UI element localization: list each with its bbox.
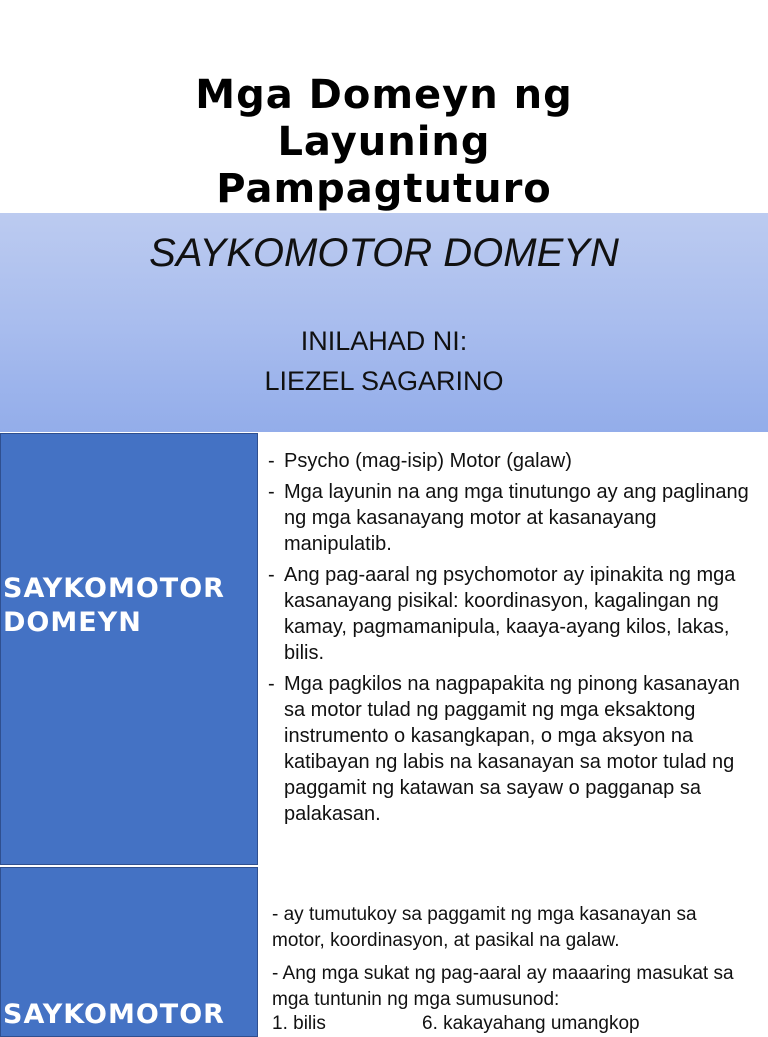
row1-label-line2: DOMEYN (3, 607, 142, 638)
bullet-text: Psycho (mag-isip) Motor (galaw) (284, 450, 572, 472)
measure-item-left: 1. bilis (272, 1013, 326, 1034)
list-item (268, 671, 762, 827)
row1-label (3, 572, 225, 640)
presenter-label: INILAHAD NI: (300, 326, 468, 356)
row2-label: SAYKOMOTOR (3, 999, 225, 1030)
row1-label-cell (0, 433, 258, 865)
title-line-3: Pampagtuturo (216, 166, 552, 212)
row2-bullet-list (272, 902, 752, 1020)
bullet-dash: - (268, 564, 275, 586)
row2-content-cell (258, 867, 768, 1034)
title-line-2: Layuning (277, 119, 491, 165)
row1-content-cell (258, 433, 768, 865)
bullet-dash: - (268, 450, 275, 472)
presenter-name: LIEZEL SAGARINO (264, 366, 504, 396)
measures-list-row (272, 1013, 752, 1035)
bullet-dash: - (268, 673, 275, 695)
banner-subtitle: SAYKOMOTOR DOMEYN (149, 231, 619, 275)
title-banner (0, 213, 768, 432)
row2-label-cell (0, 867, 258, 1037)
slide-title (0, 72, 768, 213)
presenter-block (0, 321, 768, 401)
row1-label-line1: SAYKOMOTOR (3, 573, 225, 604)
bullet-dash: - (268, 481, 275, 503)
list-item (268, 448, 762, 474)
title-line-1: Mga Domeyn ng (195, 72, 573, 118)
list-item: - Ang mga sukat ng pag-aaral ay maaaring masukat sa mga tuntunin ng mga sumusunod: (272, 963, 734, 1010)
row1-bullet-list (268, 448, 762, 832)
list-item (268, 562, 762, 666)
list-item (268, 479, 762, 557)
list-item: - ay tumutukoy sa paggamit ng mga kasanayan sa motor, koordinasyon, at pasikal na galaw. (272, 904, 697, 951)
bullet-text: Mga layunin na ang mga tinutungo ay ang paglinang ng mga kasanayang motor at kasanayang manipulatib. (284, 481, 749, 555)
bullet-text: Ang pag-aaral ng psychomotor ay ipinakita ng mga kasanayang pisikal: koordinasyon, kagalingan ng kamay, pagmamanipula, kaaya-ayang kilos, lakas, bilis. (284, 564, 736, 664)
bullet-text: Mga pagkilos na nagpapakita ng pinong kasanayan sa motor tulad ng paggamit ng mga eksaktong instrumento o kasangkapan, o mga aksyon na katibayan ng labis na kasanayan sa motor tulad ng paggamit ng katawan sa sayaw o pagganap sa palakasan. (284, 673, 740, 825)
measure-item-right: 6. kakayahang umangkop (422, 1013, 640, 1034)
